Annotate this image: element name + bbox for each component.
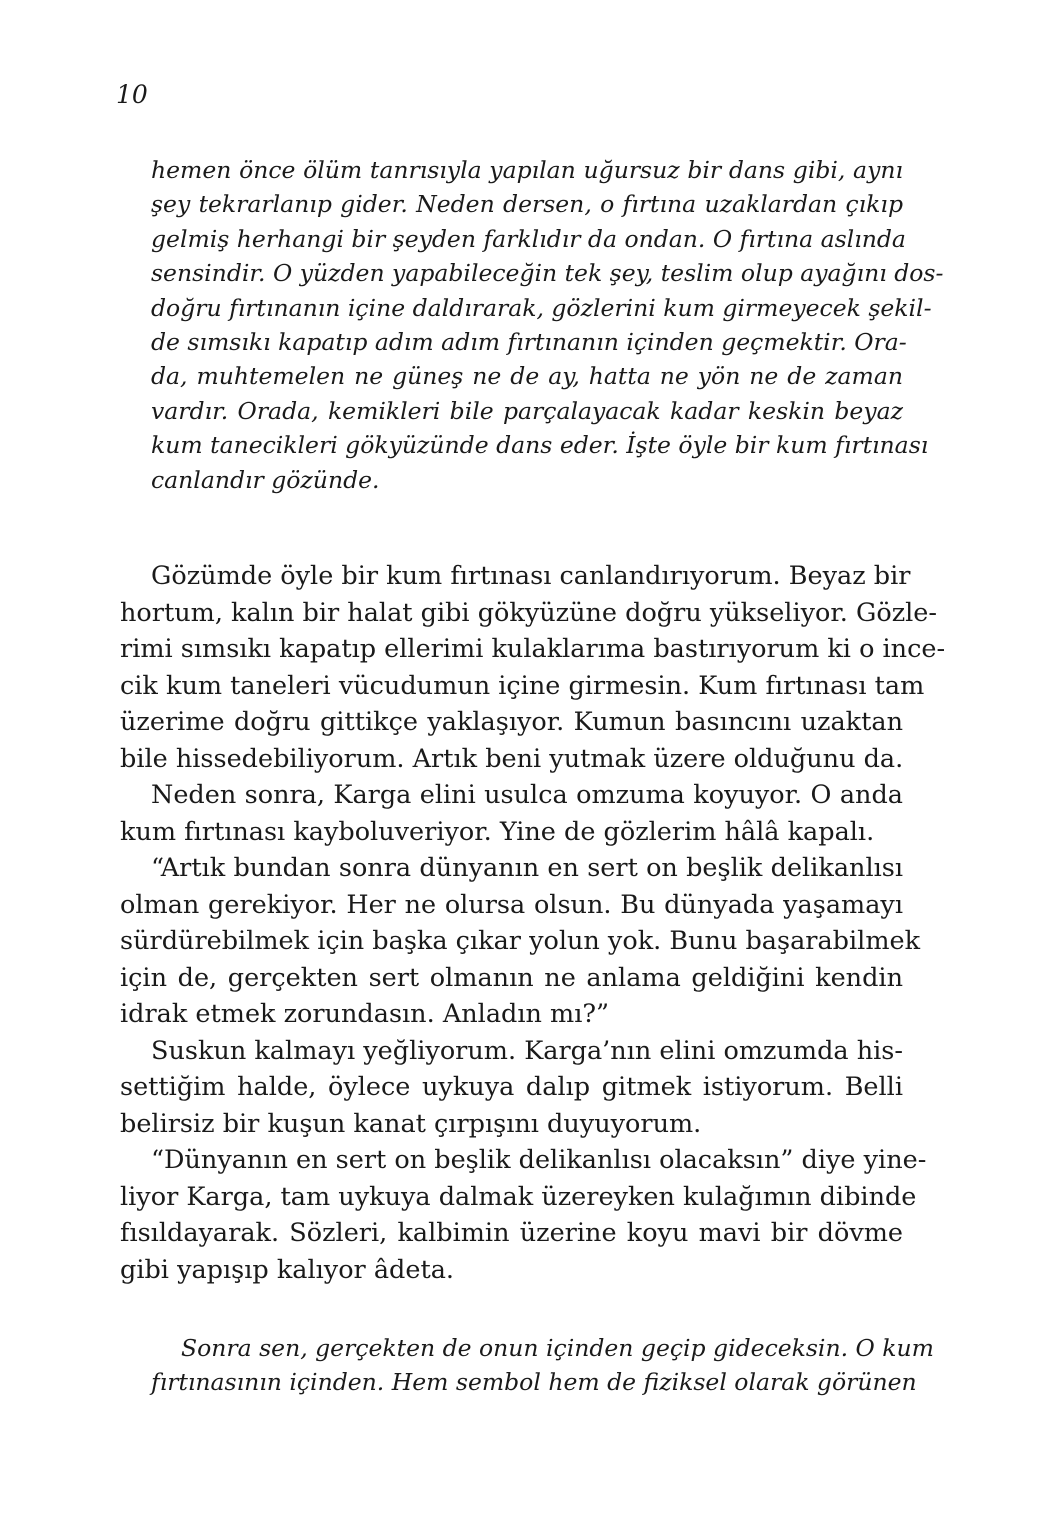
top-italic-passage: [0, 153, 1063, 497]
text-line: olman gerekiyor. Her ne olursa olsun. Bu dünyada yaşamayı: [120, 889, 903, 920]
text-line: doğru fırtınanın içine daldırarak, gözlerini kum girmeyecek şekil-: [151, 293, 932, 322]
text-line: Neden sonra, Karga elini usulca omzuma koyuyor. O anda: [151, 780, 903, 810]
bottom-italic-passage: [0, 1331, 1063, 1400]
text-line: fırtınasının içinden. Hem sembol hem de fiziksel olarak görünen: [151, 1368, 917, 1397]
text-line: vardır. Orada, kemikleri bile parçalayacak kadar keskin beyaz: [151, 396, 903, 425]
text-line: liyor Karga, tam uykuya dalmak üzereyken kulağımın dibinde: [120, 1181, 917, 1212]
text-line: cik kum taneleri vücudumun içine girmesin. Kum fırtınası tam: [120, 670, 925, 701]
text-line: de sımsıkı kapatıp adım adım fırtınanın içinden geçmektir. Ora-: [151, 328, 907, 357]
text-line: Sonra sen, gerçekten de onun içinden geçip gideceksin. O kum: [181, 1334, 934, 1362]
text-line: kum tanecikleri gökyüzünde dans eder. İşte öyle bir kum fırtınası: [151, 431, 929, 460]
text-line: şey tekrarlanıp gider. Neden dersen, o fırtına uzaklardan çıkıp: [151, 190, 903, 219]
text-line: hortum, kalın bir halat gibi gökyüzüne doğru yükseliyor. Gözle-: [120, 597, 937, 628]
text-line: Suskun kalmayı yeğliyorum. Karga’nın elini omzumda his-: [151, 1035, 903, 1066]
text-line: idrak etmek zorundasın. Anladın mı?”: [120, 999, 610, 1029]
text-line: üzerime doğru gittikçe yaklaşıyor. Kumun basıncını uzaktan: [120, 707, 903, 737]
text-line: belirsiz bir kuşun kanat çırpışını duyuyorum.: [120, 1108, 702, 1139]
text-line: için de, gerçekten sert olmanın ne anlama geldiğini kendin: [120, 962, 903, 993]
body-text: [0, 558, 1063, 1288]
text-line: kum fırtınası kayboluveriyor. Yine de gözlerim hâlâ kapalı.: [120, 816, 875, 847]
text-line: rimi sımsıkı kapatıp ellerimi kulaklarıma bastırıyorum ki o ince-: [120, 634, 946, 664]
text-line: fısıldayarak. Sözleri, kalbimin üzerine koyu mavi bir dövme: [120, 1218, 903, 1248]
text-line: hemen önce ölüm tanrısıyla yapılan uğursuz bir dans gibi, aynı: [151, 156, 903, 184]
text-line: bile hissedebiliyorum. Artık beni yutmak üzere olduğunu da.: [120, 743, 904, 774]
text-line: gelmiş herhangi bir şeyden farklıdır da ondan. O fırtına aslında: [151, 224, 906, 253]
text-line: “Artık bundan sonra dünyanın en sert on beşlik delikanlısı: [151, 853, 903, 883]
text-line: canlandır gözünde.: [151, 465, 380, 494]
text-line: sensindir. O yüzden yapabileceğin tek şey, teslim olup ayağını dos-: [151, 259, 944, 288]
text-line: “Dünyanın en sert on beşlik delikanlısı olacaksın” diye yine-: [151, 1145, 927, 1175]
text-line: settiğim halde, öylece uykuya dalıp gitmek istiyorum. Belli: [120, 1072, 903, 1102]
text-line: Gözümde öyle bir kum fırtınası canlandırıyorum. Beyaz bir: [151, 561, 911, 591]
page-number: 10: [116, 80, 148, 109]
text-line: da, muhtemelen ne güneş ne de ay, hatta ne yön ne de zaman: [151, 362, 903, 391]
text-line: sürdürebilmek için başka çıkar yolun yok. Bunu başarabilmek: [120, 926, 921, 956]
text-line: gibi yapışıp kalıyor âdeta.: [120, 1254, 455, 1285]
